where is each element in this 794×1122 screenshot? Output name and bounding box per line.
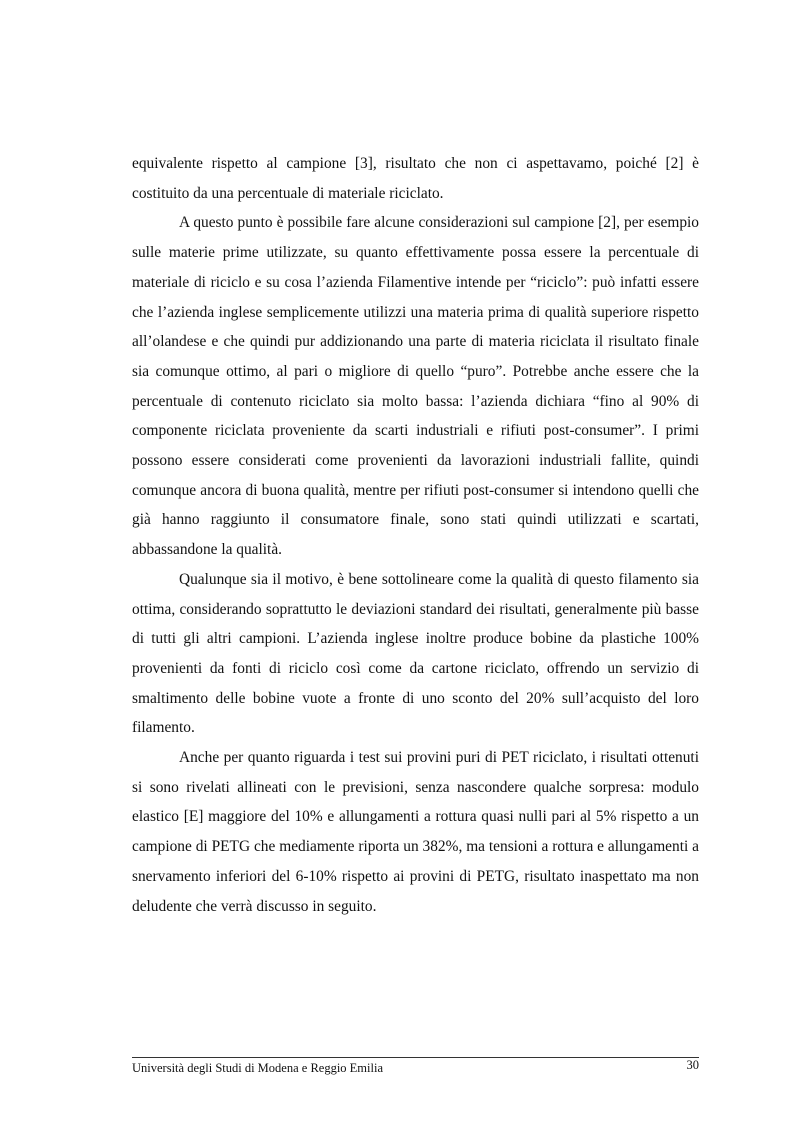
paragraph-considerations: A questo punto è possibile fare alcune considerazioni sul campione [2], per esempio sulle materie prime utilizzate, su quanto effettivamente possa essere la percentuale di materiale di riciclo e su cosa l’azienda Filamentive intende per “riciclo”: può infatti essere che l’azienda inglese semplicemente utilizzi una materia prima di qualità superiore rispetto all’olandese e che quindi pur addizionando una parte di materia riciclata il risultato finale sia comunque ottimo, al pari o migliore di quello “puro”. Potrebbe anche essere che la percentuale di contenuto riciclato sia molto bassa: l’azienda dichiara “fino al 90% di componente riciclata proveniente da scarti industriali e rifiuti post-consumer”. I primi possono essere considerati come provenienti da lavorazioni industriali fallite, quindi comunque ancora di buona qualità, mentre per rifiuti post-consumer si intendono quelli che già hanno raggiunto il consumatore finale, sono stati quindi utilizzati e scartati, abbassandone la qualità. xyxy=(132,214,699,559)
paragraph-pet-tests: Anche per quanto riguarda i test sui provini puri di PET riciclato, i risultati ottenuti si sono rivelati allineati con le previsioni, senza nascondere qualche sorpresa: modulo elastico [E] maggiore del 10% e allungamenti a rottura quasi nulli pari al 5% rispetto a un campione di PETG che mediamente riporta un 382%, ma tensioni a rottura e allungamenti a snervamento inferiori del 6-10% rispetto ai provini di PETG, risultato inaspettato ma non deludente che verrà discusso in seguito. xyxy=(132,749,699,915)
footer-institution: Università degli Studi di Modena e Reggio Emilia xyxy=(132,1061,384,1075)
paragraph-continuation: equivalente rispetto al campione [3], risultato che non ci aspettavamo, poiché [2] è costituito da una percentuale di materiale riciclato. xyxy=(132,155,699,202)
footer-divider xyxy=(132,1057,699,1058)
body-text xyxy=(132,149,699,921)
paragraph-quality: Qualunque sia il motivo, è bene sottolineare come la qualità di questo filamento sia ottima, considerando soprattutto le deviazioni standard dei risultati, generalmente più basse di tutti gli altri campioni. L’azienda inglese inoltre produce bobine da plastiche 100% provenienti da fonti di riciclo così come da cartone riciclato, offrendo un servizio di smaltimento delle bobine vuote a fronte di uno sconto del 20% sull’acquisto del loro filamento. xyxy=(132,570,699,737)
page-number: 30 xyxy=(686,1058,699,1072)
